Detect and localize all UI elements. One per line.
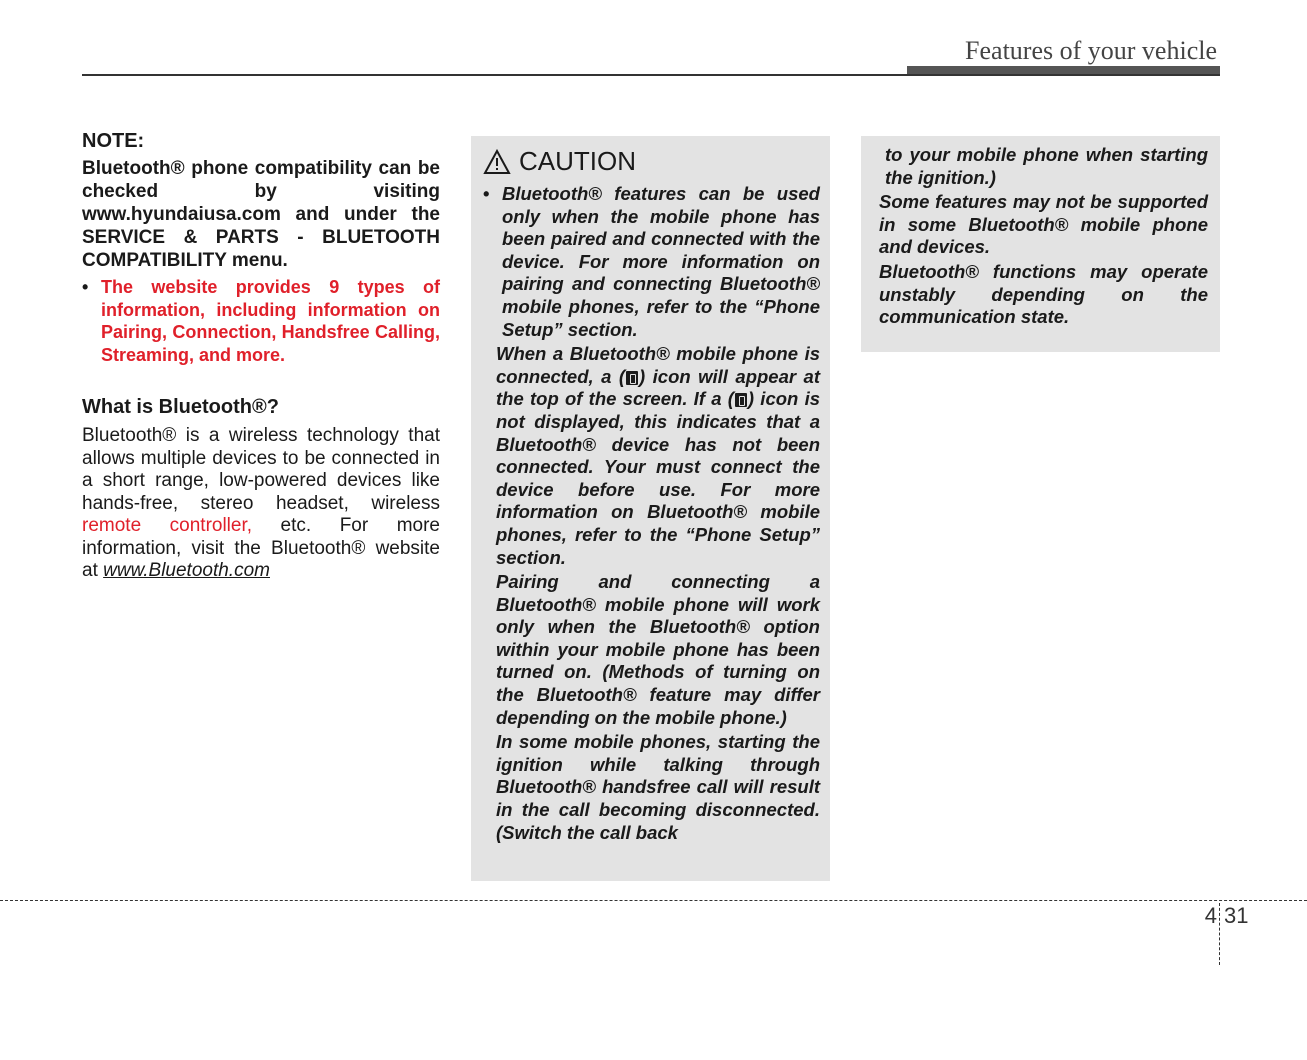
- caution-cont-paragraph-3: Bluetooth® functions may operate unstably depending on the communication state.: [879, 260, 1208, 328]
- caution-para2-part2: ) icon will appear at the top of the screen. If a (: [496, 365, 820, 410]
- caution-paragraph-icon: [496, 343, 820, 569]
- caution-title-row: [483, 146, 820, 177]
- bluetooth-website-link[interactable]: www.Bluetooth.com: [103, 560, 270, 581]
- caution-bullet: [483, 183, 820, 341]
- body-text-start: Bluetooth® is a wireless technology that allows multiple devices to be connected in a short range, low-powered devices like hands-free, stereo headset, wireless: [82, 425, 440, 514]
- bluetooth-status-icon: [626, 371, 638, 385]
- caution-para2-part1: When a Bluetooth® mobile phone is connected, a (: [496, 343, 820, 387]
- note-heading: NOTE:: [82, 130, 145, 152]
- left-column: [82, 130, 440, 583]
- what-is-bluetooth-body: [82, 425, 440, 583]
- caution-cont-paragraph-1: to your mobile phone when starting the ignition.): [885, 144, 1208, 188]
- caution-title: CAUTION: [519, 146, 636, 176]
- body-text-highlight: remote controller,: [82, 515, 253, 536]
- caution-paragraph-ignition: In some mobile phones, starting the ignition while talking through Bluetooth® handsfree call will result in the call becoming disconnected. (Switch the call back: [496, 731, 820, 843]
- bullet-dot: •: [483, 183, 490, 204]
- page-number-separator: [1219, 903, 1220, 965]
- warning-triangle-icon: [483, 149, 511, 175]
- caution-box: [471, 136, 830, 881]
- note-bullet: [82, 276, 440, 366]
- chapter-number: 4: [1204, 903, 1217, 928]
- bluetooth-status-icon: [735, 393, 747, 407]
- page-header-title: Features of your vehicle: [965, 36, 1217, 65]
- note-body: Bluetooth® phone compatibility can be checked by visiting www.hyundaiusa.com and under the SERVICE & PARTS - BLUETOOTH COMPATIBILITY menu.: [82, 158, 440, 271]
- caution-para2-part3: ) icon is not displayed, this indicates that a Bluetooth® device has not been connected. Your must connect the device before use. For more information on Bluetooth® mobile phones, refer to the “Phone Setup” section.: [496, 388, 820, 568]
- page-number: [1200, 903, 1248, 965]
- header-rule: [82, 74, 1220, 76]
- bullet-dot: •: [82, 277, 89, 297]
- what-is-bluetooth-heading: What is Bluetooth®?: [82, 396, 279, 418]
- note-bullet-text: The website provides 9 types of information, including information on Pairing, Connection, Handsfree Calling, Streaming, and more.: [101, 277, 440, 365]
- caution-bullet-text: Bluetooth® features can be used only when the mobile phone has been paired and connected with the device. For more information on pairing and connecting Bluetooth® mobile phones, refer to the “Phone Setup” section.: [502, 183, 820, 340]
- caution-cont-paragraph-2: Some features may not be supported in some Bluetooth® mobile phone and devices.: [879, 191, 1208, 258]
- footer-rule: [0, 900, 1307, 901]
- body-text-end: etc. For more information, visit the Bluetooth® website at: [82, 515, 440, 581]
- page-number-value: 31: [1224, 903, 1249, 928]
- caution-continued-box: [861, 136, 1220, 352]
- caution-paragraph-pairing: Pairing and connecting a Bluetooth® mobile phone will work only when the Bluetooth® option within your mobile phone has been turned on. (Methods of turning on the Bluetooth® feature may differ depending on the mobile phone.): [496, 571, 820, 728]
